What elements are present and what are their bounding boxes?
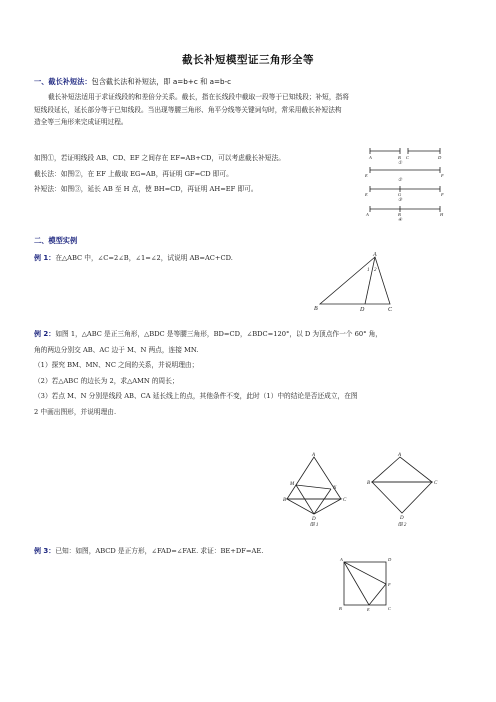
- example1-text: 在△ABC 中，∠C=2∠B，∠1=∠2，试说明 AB=AC+CD.: [55, 254, 233, 262]
- fig1-label-b: B: [398, 155, 401, 160]
- example2-text-l2: 角的两边分别交 AB、AC 边于 M、N 两点，连接 MN.: [34, 345, 199, 354]
- example2-text-l1: 如图 1，△ABC 是正三角形，△BDC 是等腰三角形，BD=CD，∠BDC=120°，以 D 为顶点作一个 60° 角，: [55, 330, 382, 338]
- ex1-label-d: D: [360, 307, 365, 312]
- ex2f2-label-b: B: [367, 481, 371, 486]
- section1-heading-rest: 包含截长法和补短法，即 a=b+c 和 a=b-c: [91, 77, 232, 86]
- fig3-label-f: F: [441, 192, 444, 197]
- ex1-label-b: B: [314, 306, 318, 312]
- page-title: 截长补短模型证三角形全等: [182, 54, 314, 66]
- fig4-number: ④: [397, 217, 403, 222]
- ex2f1-label-d: D: [312, 517, 316, 522]
- example3-label: 例 3：: [34, 547, 56, 555]
- fig3-label-g: G: [398, 192, 402, 197]
- ex1-label-a: A: [373, 252, 377, 258]
- example2-label: 例 2：: [34, 330, 56, 338]
- example2-q2: （2）若△ABC 的边长为 2，求△AMN 的周长；: [34, 376, 179, 385]
- fig2-number: ②: [397, 177, 403, 182]
- fig4-label-h: H: [440, 212, 444, 217]
- section2-heading: 二、模型实例: [34, 236, 78, 245]
- example1-triangle-figure: [310, 250, 400, 312]
- fig4-label-a: A: [366, 212, 369, 217]
- ex3-label-a: A: [340, 557, 343, 562]
- ex1-angle-2: 2: [374, 268, 377, 273]
- ex3-label-d: D: [388, 557, 392, 562]
- ex2f1-label-n: N: [333, 486, 337, 491]
- example2-q3-l1: （3）若点 M、N 分别是线段 AB、CA 延长线上的点，其他条件不变，此时（1）中的结论是否还成立，在图: [34, 392, 358, 400]
- ex3-label-b: B: [339, 606, 342, 611]
- example1-label: 例 1：: [34, 254, 56, 262]
- fig2-label-f: F: [441, 173, 444, 178]
- para-line: 造全等三角形来完成证明过程。: [34, 118, 128, 126]
- ex3-label-f: F: [388, 582, 391, 587]
- fig1-label-a: A: [369, 155, 372, 160]
- ex2f1-label-a: A: [312, 453, 316, 458]
- fig2-label-e: E: [365, 173, 368, 178]
- ex2-fig1-caption: 图 1: [309, 523, 319, 526]
- ex2f2-label-d: D: [400, 516, 404, 521]
- example3: [34, 545, 464, 558]
- section1-heading-text: 一、截长补短法：: [34, 77, 92, 86]
- fig4-label-b: B: [398, 212, 401, 217]
- ex2f1-label-b: B: [283, 498, 287, 503]
- ex1-angle-1: 1: [367, 268, 370, 273]
- para-line: 截长补短法适用于求证线段的和差倍分关系。截长，指在长线段中截取一段等于已知线段；补短，指将: [48, 93, 349, 101]
- segment-figures: [360, 143, 450, 223]
- example3-text: 已知：如图，ABCD 是正方形，∠FAD=∠FAE. 求证：BE+DF=AE.: [55, 547, 264, 555]
- example2-figure2: [362, 452, 438, 526]
- example2-q3-l2: 2 中画出图形，并说明理由.: [34, 407, 117, 416]
- section1-heading: [34, 77, 231, 87]
- ex2f1-label-c: C: [343, 498, 347, 503]
- fig3-label-e: E: [365, 192, 368, 197]
- ex2f2-label-c: C: [434, 481, 438, 486]
- fig1-label-c: C: [406, 155, 410, 160]
- ex1-label-c: C: [388, 307, 393, 312]
- example3-square-figure: [336, 555, 398, 613]
- fig1-number: ①: [397, 160, 403, 165]
- section1-methods: [34, 152, 364, 196]
- para-line: 短线段延长，延长部分等于已知线段。当出现等腰三角形、角平分线等关键词句时，常采用截长补短法构: [34, 105, 342, 114]
- example2-q1: （1）探究 BM、MN、NC 之间的关系，并说明理由；: [34, 361, 199, 369]
- example2: [34, 328, 464, 418]
- ex3-label-c: C: [388, 606, 392, 611]
- ex3-label-e: E: [367, 607, 370, 612]
- method-cut-line: 截长法：如图②，在 EF 上截取 EG=AB，再证明 GF=CD 即可。: [34, 169, 233, 178]
- fig3-number: ③: [397, 197, 403, 202]
- section1-paragraph: [34, 91, 464, 129]
- fig1-label-d: D: [438, 155, 442, 160]
- ex2-fig2-caption: 图 2: [397, 523, 407, 526]
- example2-figure1: [283, 452, 359, 526]
- method-fill-line: 补短法：如图③，延长 AB 至 H 点，使 BH=CD，再证明 AH=EF 即可。: [34, 185, 258, 193]
- ex2f1-label-m: M: [290, 482, 295, 487]
- ex2f2-label-a: A: [398, 453, 402, 458]
- method-figure-line: 如图①，若证明线段 AB、CD、EF 之间存在 EF=AB+CD，可以考虑截长补短法。: [34, 154, 285, 162]
